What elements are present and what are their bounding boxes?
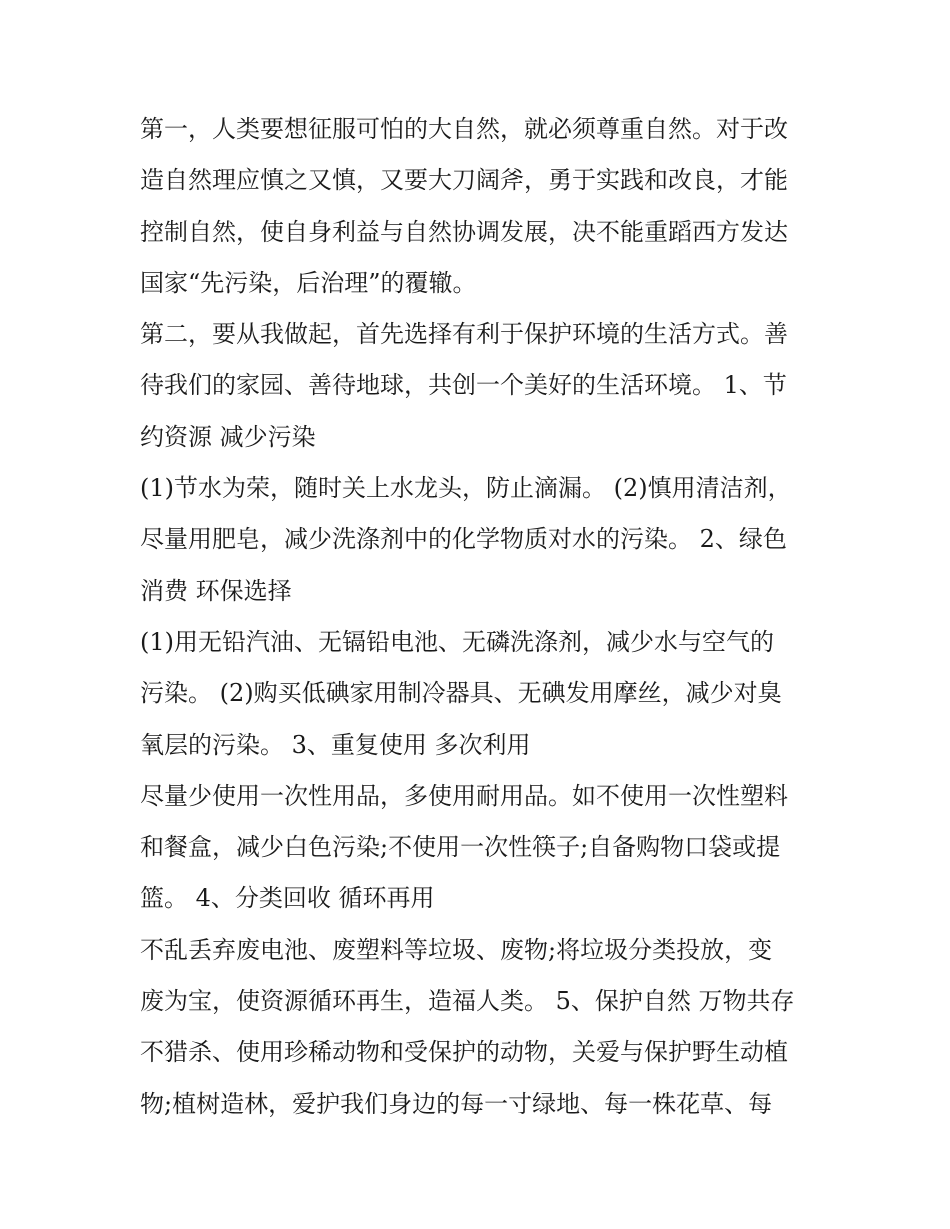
text-line-8: (1)节水为荣，随时关上水龙头，防止滴漏。 (2)慎用清洁剂， [140,474,792,503]
text-line-13: 氧层的污染。 3、重复使用 多次利用 [140,730,531,759]
text-line-19: 不猎杀、使用珍稀动物和受保护的动物，关爱与保护野生动植 [140,1038,788,1067]
text-line-14: 尽量少使用一次性用品，多使用耐用品。如不使用一次性塑料 [140,781,788,810]
text-line-6: 待我们的家园、善待地球，共创一个美好的生活环境。 1、节 [140,371,787,400]
text-line-16: 篮。 4、分类回收 循环再用 [140,884,435,913]
text-line-2: 造自然理应慎之又慎，又要大刀阔斧，勇于实践和改良，才能 [140,166,788,195]
text-line-7: 约资源 减少污染 [140,422,316,451]
text-line-3: 控制自然，使自身利益与自然协调发展，决不能重蹈西方发达 [140,217,788,246]
text-line-5: 第二，要从我做起，首先选择有利于保护环境的生活方式。善 [140,320,788,349]
text-line-12: 污染。 (2)购买低碘家用制冷器具、无碘发用摩丝，减少对臭 [140,679,782,708]
text-line-17: 不乱丢弃废电池、废塑料等垃圾、废物;将垃圾分类投放，变 [140,935,773,964]
text-line-20: 物;植树造林，爱护我们身边的每一寸绿地、每一株花草、每 [140,1089,773,1118]
text-line-15: 和餐盒，减少白色污染;不使用一次性筷子;自备购物口袋或提 [140,833,781,862]
text-line-1: 第一，人类要想征服可怕的大自然，就必须尊重自然。对于改 [140,115,788,143]
text-line-10: 消费 环保选择 [140,576,292,605]
text-line-18: 废为宝，使资源循环再生，造福人类。 5、保护自然 万物共存 [140,987,795,1016]
document-body [140,104,816,1130]
text-line-9: 尽量用肥皂，减少洗涤剂中的化学物质对水的污染。 2、绿色 [140,525,787,554]
text-line-4: 国家“先污染，后治理”的覆辙。 [140,268,477,297]
text-line-11: (1)用无铅汽油、无镉铅电池、无磷洗涤剂，减少水与空气的 [140,627,774,656]
